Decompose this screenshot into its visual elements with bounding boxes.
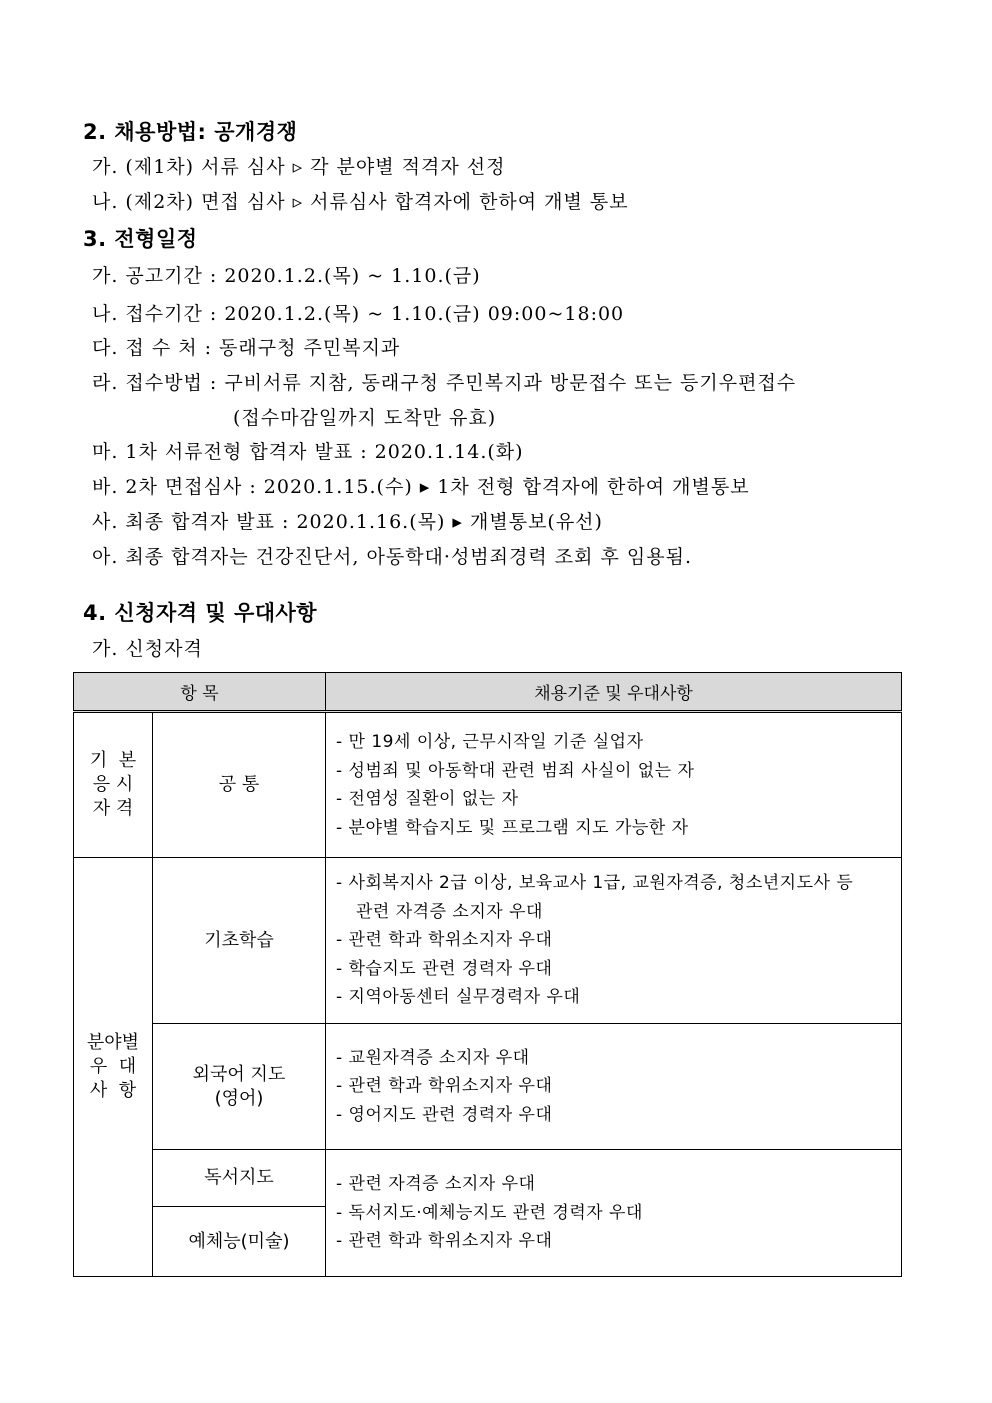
category-line: 응 시 [92,774,134,795]
criteria-line: - 관련 학과 학위소지자 우대 [336,930,553,951]
sub-basic-learning: 기초학습 [153,858,326,1024]
criteria-line: - 지역아동센터 실무경력자 우대 [336,987,581,1008]
qualification-table [73,672,902,1277]
criteria-line: - 독서지도·예체능지도 관련 경력자 우대 [336,1202,643,1223]
criteria-line: - 관련 자격증 소지자 우대 [336,1174,536,1195]
section3-item: 아. 최종 합격자는 건강진단서, 아동학대·성범죄경력 조회 후 임용됨. [92,546,692,568]
criteria-foreign-language [326,1024,902,1150]
criteria-basic-learning [326,858,902,1024]
criteria-line: 관련 자격증 소지자 우대 [356,901,543,922]
criteria-line: - 학습지도 관련 경력자 우대 [336,958,553,979]
category-line: 분야별 [86,1032,140,1053]
criteria-line: - 전염성 질환이 없는 자 [336,789,519,809]
criteria-line: - 관련 학과 학위소지자 우대 [336,1076,553,1097]
sub-arts: 예체능(미술) [153,1207,326,1277]
criteria-line: - 분야별 학습지도 및 프로그램 지도 가능한 자 [336,817,689,838]
criteria-common [326,712,902,858]
section3-item: 사. 최종 합격자 발표 : 2020.1.16.(목) ▸ 개별통보(유선) [92,511,603,533]
sub-reading: 독서지도 [153,1150,326,1207]
section2-heading: 2. 채용방법: 공개경쟁 [83,120,298,144]
sub-foreign-language [153,1024,326,1150]
table-row [74,1150,902,1207]
section3-item: (접수마감일까지 도착만 유효) [233,407,497,429]
table-row [74,1024,902,1150]
category-field [74,858,153,1277]
header-criteria: 채용기준 및 우대사항 [326,673,902,712]
section4-sub: 가. 신청자격 [92,638,203,660]
table-row [74,712,902,858]
criteria-line: - 사회복지사 2급 이상, 보육교사 1급, 교원자격증, 청소년지도사 등 [336,873,854,894]
category-line: 우 대 [89,1056,137,1077]
section3-item: 바. 2차 면접심사 : 2020.1.15.(수) ▸ 1차 전형 합격자에 한하여 개별통보 [92,476,750,498]
sub-line: (영어) [214,1087,264,1109]
section3-item: 나. 접수기간 : 2020.1.2.(목) ~ 1.10.(금) 09:00~18:00 [92,303,625,325]
table-header-row [74,673,902,712]
section4-heading: 4. 신청자격 및 우대사항 [83,601,318,625]
criteria-line: - 관련 학과 학위소지자 우대 [336,1231,553,1252]
category-line: 자 격 [92,798,134,819]
section2-item: 가. (제1차) 서류 심사 ▹ 각 분야별 적격자 선정 [92,156,506,178]
category-basic [74,712,153,858]
table-row [74,858,902,1024]
criteria-line: - 만 19세 이상, 근무시작일 기준 실업자 [336,732,644,752]
section3-heading: 3. 전형일정 [83,227,198,251]
criteria-line: - 교원자격증 소지자 우대 [336,1047,530,1068]
section3-item: 라. 접수방법 : 구비서류 지참, 동래구청 주민복지과 방문접수 또는 등기우편접수 [92,372,797,394]
criteria-reading-arts [326,1150,902,1277]
sub-common: 공 통 [153,712,326,858]
criteria-line: - 성범죄 및 아동학대 관련 범죄 사실이 없는 자 [336,760,695,781]
section2-item: 나. (제2차) 면접 심사 ▹ 서류심사 합격자에 한하여 개별 통보 [92,191,629,213]
sub-line: 외국어 지도 [192,1063,286,1085]
category-line: 사 항 [89,1080,137,1101]
section3-item: 다. 접 수 처 : 동래구청 주민복지과 [92,337,401,359]
section3-item: 마. 1차 서류전형 합격자 발표 : 2020.1.14.(화) [92,441,524,463]
section3-item: 가. 공고기간 : 2020.1.2.(목) ~ 1.10.(금) [92,265,481,287]
header-item: 항 목 [74,673,326,712]
criteria-line: - 영어지도 관련 경력자 우대 [336,1104,553,1125]
category-line: 기 본 [89,750,137,771]
